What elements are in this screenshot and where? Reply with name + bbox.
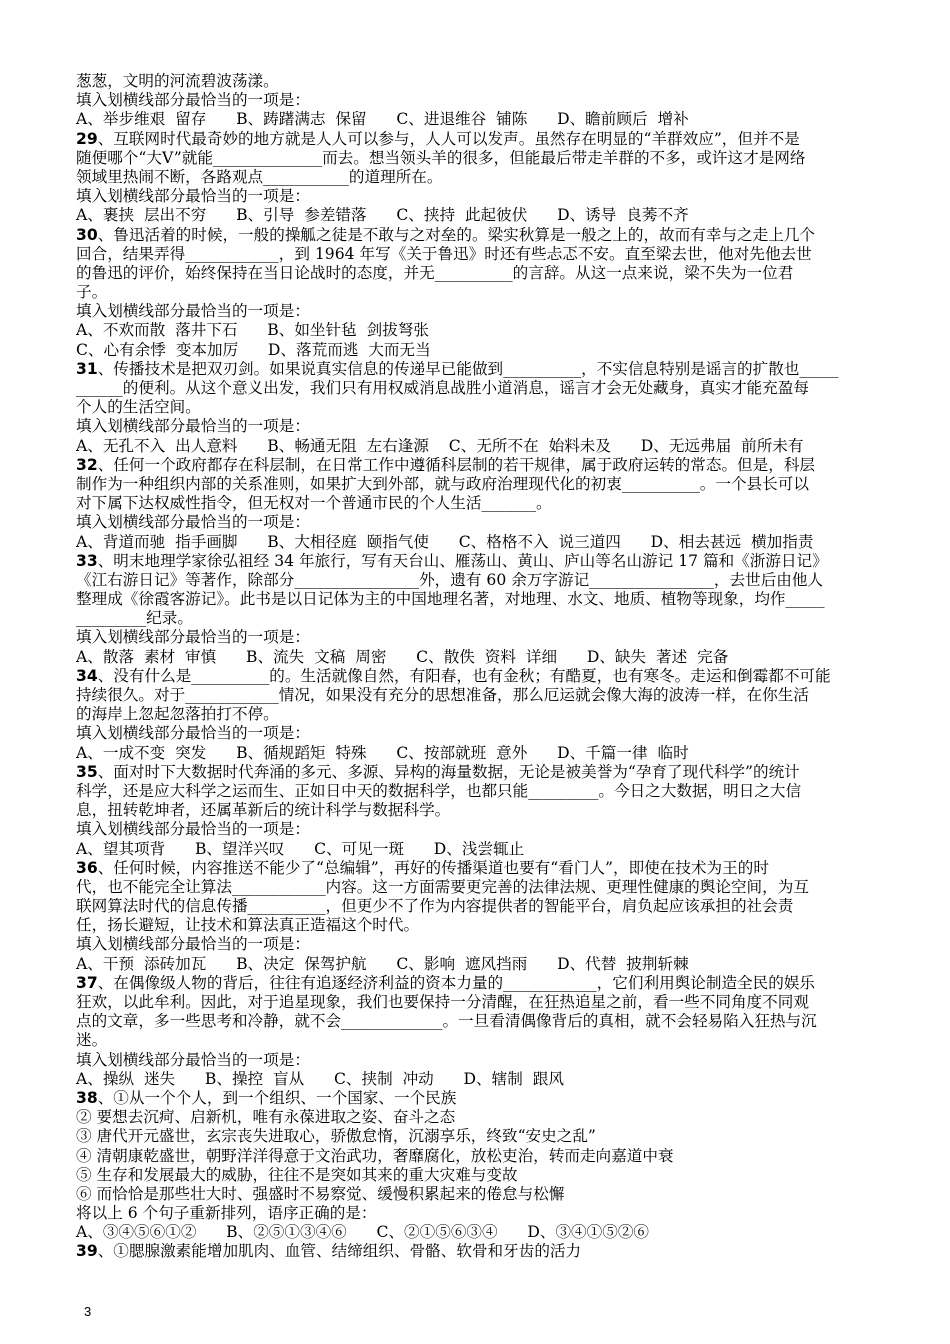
text-line (76, 609, 884, 628)
line-text: 填入划横线部分最恰当的一项是： (76, 187, 310, 206)
question-number: 33 (76, 551, 98, 570)
line-text: A、一成不变 突发 B、循规蹈矩 特殊 C、按部就班 意外 D、千篇一律 临时 (76, 743, 689, 762)
text-line (76, 513, 884, 532)
text-line (76, 264, 884, 283)
line-text: 、没有什么是__________的。生活就像自然，有阳春，也有金秋；有酷夏，也有寒冬。走运和倒霉都不可能 (97, 666, 831, 685)
question-line (76, 360, 884, 379)
line-text: 、①从一个个人，到一个组织、一个国家、一个民族 (97, 1088, 457, 1107)
line-text: 、鲁迅活着的时候，一般的操觚之徒是不敢与之对垒的。梁实秋算是一般之上的，故而有幸与之走上几个 (97, 225, 816, 244)
text-line (76, 648, 884, 667)
line-text: 回合，结果弄得____________，到 1964 年写《关于鲁迅》时还有些忐忑不安。直至梁去世，他对先他去世 (76, 244, 812, 263)
line-text: A、背道而驰 指手画脚 B、大相径庭 颐指气使 C、格格不入 说三道四 D、相去甚远 横加指责 (76, 532, 814, 551)
text-line (76, 91, 884, 110)
line-text: A、举步维艰 留存 B、踌躇满志 保留 C、进退维谷 铺陈 D、瞻前顾后 增补 (76, 110, 689, 129)
text-line (76, 321, 884, 340)
text-line (76, 283, 884, 302)
line-text: 、在偶像级人物的背后，往往有追逐经济利益的资本力量的____________，它们利用舆论制造全民的娱乐 (97, 973, 816, 992)
question-number: 32 (76, 455, 98, 474)
question-line (76, 456, 884, 475)
text-line (76, 398, 884, 417)
text-line (76, 533, 884, 552)
text-line (76, 206, 884, 225)
text-line (76, 935, 884, 954)
line-text: 的鲁迅的评价，始终保持在当日论战时的态度，并无__________的言辞。从这一点来说，梁不失为一位君 (76, 263, 794, 282)
line-text: 填入划横线部分最恰当的一项是： (76, 302, 310, 321)
text-line (76, 590, 884, 609)
line-text: 联网算法时代的信息传播__________，但更少不了作为内容提供者的智能平台，肩负起应该承担的社会责 (76, 897, 794, 916)
question-number: 37 (76, 973, 98, 992)
line-text: A、③④⑤⑥①② B、②⑤①③④⑥ C、②①⑤⑥③④ D、③④①⑤②⑥ (76, 1223, 650, 1242)
text-line (76, 187, 884, 206)
text-line (76, 72, 884, 91)
page-number: 3 (84, 1304, 92, 1319)
document-body (76, 72, 884, 1262)
line-text: 随便哪个“大V”就能______________而去。想当领头羊的很多，但能最后带走羊群的不多，或许这才是网络 (76, 148, 806, 167)
text-line (76, 628, 884, 647)
line-text: 填入划横线部分最恰当的一项是： (76, 820, 310, 839)
text-line (76, 897, 884, 916)
text-line (76, 341, 884, 360)
question-line (76, 130, 884, 149)
line-text: 葱葱，文明的河流碧波荡漾。 (76, 72, 279, 90)
text-line (76, 1185, 884, 1204)
line-text: 、任何时候，内容推送不能少了“总编辑”，再好的传播渠道也要有“看门人”，即使在技术为王的时 (97, 858, 769, 877)
line-text: 代，也不能完全让算法____________内容。这一方面需要更完善的法律法规、更理性健康的舆论空间，为互 (76, 877, 809, 896)
text-line (76, 1051, 884, 1070)
line-text: 、互联网时代最奇妙的地方就是人人可以参与，人人可以发声。虽然存在明显的“羊群效应”，但并不是 (97, 129, 800, 148)
line-text: 填入划横线部分最恰当的一项是： (76, 417, 310, 436)
line-text: 填入划横线部分最恰当的一项是： (76, 91, 310, 110)
line-text: 、传播技术是把双刃剑。如果说真实信息的传递早已能做到__________，不实信息特别是谣言的扩散也_____ (97, 359, 839, 378)
text-line (76, 475, 884, 494)
question-number: 31 (76, 359, 98, 378)
line-text: 、面对时下大数据时代奔涌的多元、多源、异构的海量数据，无论是被美誉为“孕育了现代科学”的统计 (97, 762, 800, 781)
line-text: 制作为一种组织内部的关系准则，如果扩大到外部，就与政府治理现代化的初衷__________。一个县长可以 (76, 474, 809, 493)
line-text: 将以上 6 个句子重新排列，语序正确的是： (76, 1204, 377, 1223)
question-line (76, 1089, 884, 1108)
line-text: 点的文章，多一些思考和冷静，就不会_____________。一旦看清偶像背后的真相，就不会轻易陷入狂热与沉 (76, 1012, 817, 1031)
line-text: 填入划横线部分最恰当的一项是： (76, 724, 310, 743)
text-line (76, 782, 884, 801)
text-line (76, 1127, 884, 1146)
text-line (76, 437, 884, 456)
text-line (76, 302, 884, 321)
line-text: C、心有余悸 变本加厉 D、落荒而逃 大而无当 (76, 340, 431, 359)
line-text: A、操纵 迷失 B、操控 盲从 C、挟制 冲动 D、辖制 跟风 (76, 1069, 564, 1088)
line-text: 填入划横线部分最恰当的一项是： (76, 513, 310, 532)
line-text: A、干预 添砖加瓦 B、决定 保驾护航 C、影响 遮风挡雨 D、代替 披荆斩棘 (76, 954, 689, 973)
line-text: ⑤ 生存和发展最大的威胁，往往不是突如其来的重大灾难与变故 (76, 1165, 518, 1184)
text-line (76, 571, 884, 590)
line-text: 任，扬长避短，让技术和算法真正造福这个时代。 (76, 916, 420, 935)
question-line (76, 667, 884, 686)
text-line (76, 1070, 884, 1089)
line-text: 填入划横线部分最恰当的一项是： (76, 935, 310, 954)
line-text: 子。 (76, 283, 108, 302)
line-text: 迷。 (76, 1031, 108, 1050)
line-text: A、裹挟 层出不穷 B、引导 参差错落 C、挟持 此起彼伏 D、诱导 良莠不齐 (76, 206, 689, 225)
question-line (76, 552, 884, 571)
question-line (76, 974, 884, 993)
line-text: 的海岸上忽起忽落拍打不停。 (76, 705, 279, 724)
question-number: 39 (76, 1242, 98, 1261)
text-line (76, 916, 884, 935)
line-text: ④ 清朝康乾盛世，朝野洋洋得意于文治武功，奢靡腐化，放松吏治，转而走向嘉道中衰 (76, 1146, 674, 1165)
line-text: _________纪录。 (76, 609, 193, 628)
line-text: ______的便利。从这个意义出发，我们只有用权威消息战胜小道消息，谣言才会无处藏身，真实才能充盈每 (76, 379, 809, 397)
line-text: ⑥ 而恰恰是那些壮大时、强盛时不易察觉、缓慢积累起来的倦怠与松懈 (76, 1184, 565, 1203)
text-line (76, 1108, 884, 1127)
text-line (76, 993, 884, 1012)
line-text: A、散落 素材 审慎 B、流失 文稿 周密 C、散佚 资料 详细 D、缺失 著述 完备 (76, 647, 729, 666)
line-text: A、无孔不入 出人意料 B、畅通无阻 左右逢源 C、无所不在 始料未及 D、无远弗届 前所未有 (76, 436, 804, 455)
text-line (76, 1147, 884, 1166)
question-number: 29 (76, 129, 98, 148)
question-number: 35 (76, 762, 98, 781)
text-line (76, 168, 884, 187)
text-line (76, 1031, 884, 1050)
line-text: ② 要想去沉疴、启新机，唯有永葆进取之姿、奋斗之态 (76, 1108, 456, 1127)
text-line (76, 417, 884, 436)
text-line (76, 1012, 884, 1031)
line-text: 领域里热闹不断，各路观点___________的道理所在。 (76, 167, 443, 186)
question-line (76, 859, 884, 878)
line-text: 填入划横线部分最恰当的一项是： (76, 1050, 310, 1069)
question-number: 30 (76, 225, 98, 244)
text-line (76, 149, 884, 168)
text-line (76, 379, 884, 398)
line-text: 填入划横线部分最恰当的一项是： (76, 628, 310, 647)
line-text: ③ 唐代开元盛世，玄宗丧失进取心，骄傲怠惰，沉溺享乐，终致“安史之乱” (76, 1127, 596, 1146)
line-text: 《江右游日记》等著作，除部分________________外，遗有 60 余万字游记________________，去世后由他人 (76, 570, 824, 589)
text-line (76, 686, 884, 705)
line-text: 科学，还是应大科学之运而生、正如日中天的数据科学，也都只能_________。今日之大数据，明日之大信 (76, 781, 802, 800)
text-line (76, 110, 884, 129)
question-line (76, 763, 884, 782)
line-text: 个人的生活空间。 (76, 398, 201, 417)
line-text: 整理成《徐霞客游记》。此书是以日记体为主的中国地理名著，对地理、水文、地质、植物等现象，均作_____ (76, 590, 825, 609)
line-text: 息，扭转乾坤者，还属革新后的统计科学与数据科学。 (76, 801, 451, 820)
line-text: A、不欢而散 落井下石 B、如坐针毡 剑拔弩张 (76, 321, 429, 340)
line-text: 、明末地理学家徐弘祖经 34 年旅行，写有天台山、雁荡山、黄山、庐山等名山游记 17 篇和《浙游日记》 (97, 551, 828, 570)
text-line (76, 1166, 884, 1185)
line-text: 狂欢，以此牟利。因此，对于追星现象，我们也要保持一分清醒，在狂热追星之前，看一些不同角度不同观 (76, 993, 809, 1011)
text-line (76, 705, 884, 724)
question-number: 38 (76, 1088, 98, 1107)
text-line (76, 820, 884, 839)
text-line (76, 878, 884, 897)
text-line (76, 245, 884, 264)
text-line (76, 1223, 884, 1242)
line-text: 对下属下达权威性指令，但无权对一个普通市民的个人生活_______。 (76, 494, 552, 513)
line-text: 、①腮腺激素能增加肌肉、血管、结缔组织、骨骼、软骨和牙齿的活力 (97, 1242, 582, 1261)
question-line (76, 226, 884, 245)
text-line (76, 744, 884, 763)
line-text: A、望其项背 B、望洋兴叹 C、可见一斑 D、浅尝辄止 (76, 839, 525, 858)
text-line (76, 801, 884, 820)
text-line (76, 955, 884, 974)
text-line (76, 494, 884, 513)
text-line (76, 724, 884, 743)
line-text: 持续很久。对于____________情况，如果没有充分的思想准备，那么厄运就会像大海的波涛一样，在你生活 (76, 686, 809, 704)
text-line (76, 840, 884, 859)
question-line (76, 1242, 884, 1261)
question-number: 34 (76, 666, 98, 685)
question-number: 36 (76, 858, 98, 877)
line-text: 、任何一个政府都存在科层制，在日常工作中遵循科层制的若干规律，属于政府运转的常态。但是，科层 (97, 455, 816, 474)
text-line (76, 1204, 884, 1223)
